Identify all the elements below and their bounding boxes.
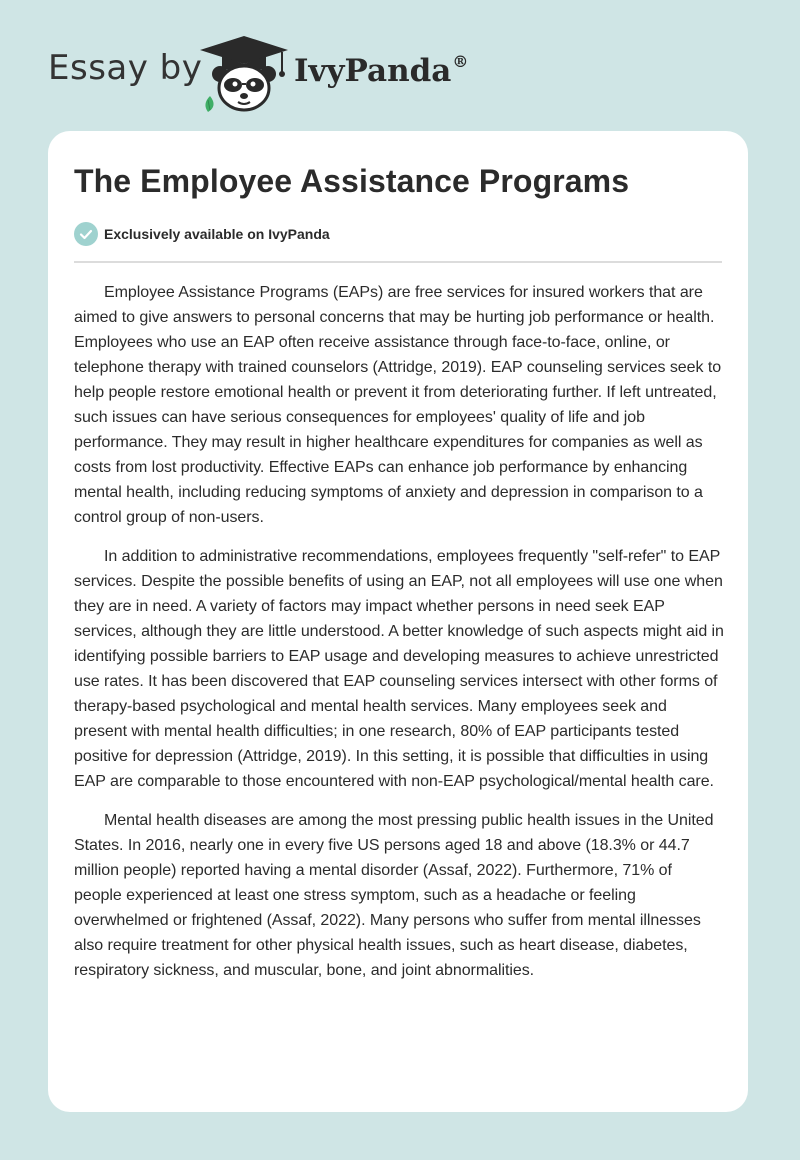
essay-paragraph: Mental health diseases are among the most pressing public health issues in the United States. In 2016, nearly one in every five US persons aged 18 and above (18.3% or 44.7 million people) reported having a mental disorder (Assaf, 2022). Furthermore, 71% of people experienced at least one stress symptom, such as a headache or feeling overwhelmed or frightened (Assaf, 2022). Many persons who suffer from mental illnesses also require treatment for other physical health issues, such as heart disease, diabetes, respiratory sickness, and muscular, bone, and joint abnormalities. [74, 812, 714, 979]
registered-mark: ® [452, 52, 469, 71]
check-circle-icon [74, 222, 98, 246]
essay-by-label: Essay by [48, 48, 203, 88]
divider [74, 261, 722, 263]
page-title: The Employee Assistance Programs [74, 163, 630, 199]
exclusive-badge-label: Exclusively available on IvyPanda [104, 226, 330, 242]
site-header [0, 0, 800, 120]
essay-paragraph: In addition to administrative recommendations, employees frequently "self-refer" to EAP services. Despite the possible benefits of using an EAP, not all employees will use one when they are in need. A variety of factors may impact whether persons in need seek EAP services, although they are little understood. A better knowledge of such aspects might aid in identifying possible barriers to EAP usage and developing measures to achieve unrestricted use rates. It has been discovered that EAP counseling services intersect with other forms of therapy-based psychological and mental health services. Many employees seek and present with mental health difficulties; in one research, 80% of EAP participants tested positive for depression (Attridge, 2019). In this setting, it is possible that difficulties in using EAP are comparable to those encountered with non-EAP psychological/mental health care. [74, 548, 724, 790]
brand-name[interactable] [294, 52, 468, 89]
essay-card [48, 131, 748, 1112]
panda-graduation-cap-icon[interactable] [198, 34, 290, 114]
essay-body [74, 280, 724, 997]
exclusive-badge [74, 222, 330, 246]
essay-paragraph: Employee Assistance Programs (EAPs) are free services for insured workers that are aimed to give answers to personal concerns that may be hurting job performance or health. Employees who use an EAP often receive assistance through face-to-face, online, or telephone therapy with trained counselors (Attridge, 2019). EAP counseling services seek to help people restore emotional health or prevent it from deteriorating further. If left untreated, such issues can have serious consequences for employees' quality of life and job performance. They may result in higher healthcare expenditures for companies as well as costs from lost productivity. Effective EAPs can enhance job performance by enhancing mental health, including reducing symptoms of anxiety and depression in comparison to a control group of non-users. [74, 284, 722, 526]
brand-name-text: IvyPanda [294, 53, 452, 89]
